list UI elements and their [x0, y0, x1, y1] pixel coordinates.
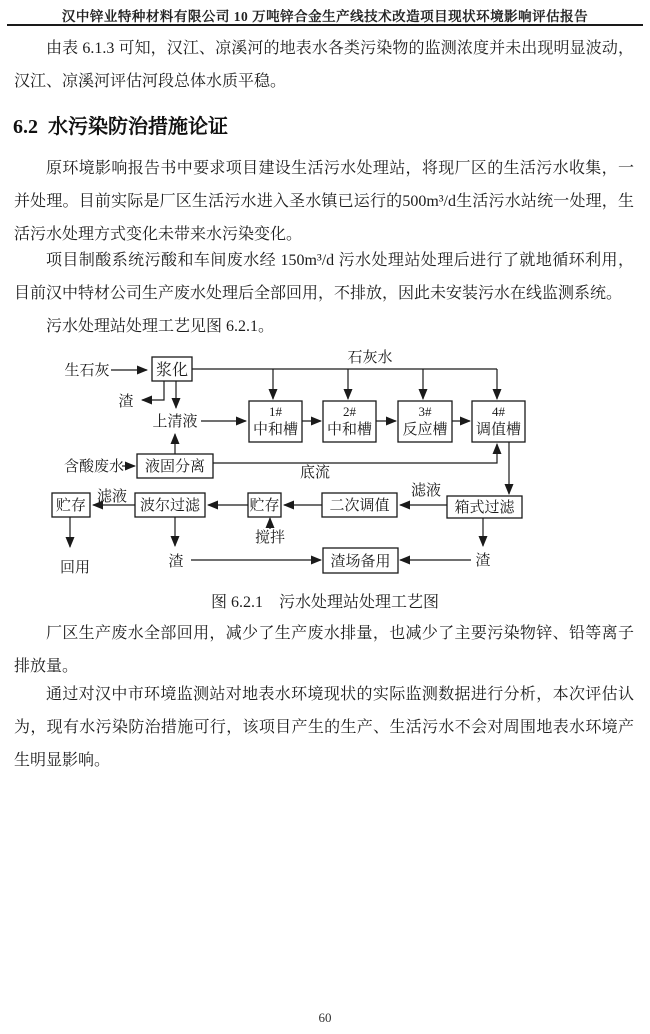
label-acid-wastewater: 含酸废水 — [63, 459, 125, 475]
node-tank1-label: 中和槽 — [252, 422, 299, 438]
node-storage-right-label: 贮存 — [249, 498, 280, 514]
node-tank3-label: 反应槽 — [402, 422, 448, 438]
flowchart-diagram — [0, 345, 650, 590]
paragraph-assessment-conclusion: 通过对汉中市环境监测站对地表水环境现状的实际监测数据进行分析，本次评估认为，现有水污染防治措施可行，该项目产生的生产、生活污水不会对周围地表水环境产生明显影响。 — [14, 686, 634, 769]
section-title: 水污染防治措施论证 — [48, 116, 228, 138]
arrow-underflow-to-tank4 — [213, 444, 497, 463]
node-boer-filter-label: 波尔过滤 — [139, 498, 201, 514]
node-slurry-label: 浆化 — [155, 362, 189, 379]
node-box-filter-label: 箱式过滤 — [454, 500, 515, 516]
node-tank4-number: 4# — [492, 404, 505, 419]
label-supernatant: 上清液 — [152, 414, 198, 430]
label-slag-top: 渣 — [118, 394, 134, 410]
node-tank2-number: 2# — [343, 404, 356, 419]
label-underflow: 底流 — [299, 465, 331, 481]
node-storage-left-label: 贮存 — [55, 498, 87, 514]
figure-caption: 图 6.2.1 污水处理站处理工艺图 — [210, 594, 439, 611]
label-filtrate-left: 滤液 — [96, 489, 128, 505]
paragraph-figure-reference: 污水处理站处理工艺见图 6.2.1。 — [46, 318, 275, 335]
header-rule — [7, 24, 643, 26]
label-stirring: 搅拌 — [254, 530, 286, 546]
label-quicklime: 生石灰 — [64, 363, 110, 379]
page-number: 60 — [318, 1010, 332, 1025]
paragraph-reuse-summary: 厂区生产废水全部回用，减少了生产废水排量，也减少了主要污染物锌、铅等离子排放量。 — [14, 625, 634, 675]
node-slag-yard-label: 渣场备用 — [330, 554, 391, 570]
label-lime-water: 石灰水 — [347, 350, 393, 366]
label-slag-bottom-right: 渣 — [475, 553, 491, 569]
label-slag-bottom-left: 渣 — [168, 554, 184, 570]
paragraph-domestic-sewage: 原环境影响报告书中要求项目建设生活污水处理站，将现厂区的生活污水收集，一并处理。目前实际是厂区生活污水进入圣水镇已运行的500m³/d生活污水站统一处理，生活污水处理方式变化未带来水污染变化。 — [14, 160, 634, 243]
arrow-slurry-to-slag — [142, 381, 164, 400]
node-tank4-label: 调值槽 — [475, 422, 522, 438]
node-tank2-label: 中和槽 — [326, 422, 373, 438]
label-reuse: 回用 — [59, 560, 91, 576]
section-number: 6.2 — [13, 116, 38, 138]
label-filtrate-right: 滤液 — [410, 483, 442, 499]
node-secondary-adjust-label: 二次调值 — [329, 498, 390, 514]
paragraph-acid-wastewater: 项目制酸系统污酸和车间废水经 150m³/d 污水处理站处理后进行了就地循环利用，目前汉中特材公司生产废水处理后全部回用，不排放，因此未安装污水在线监测系统。 — [14, 252, 634, 302]
section-heading — [13, 110, 228, 139]
node-tank3-number: 3# — [418, 404, 432, 419]
node-tank1-number: 1# — [269, 404, 282, 419]
node-separation-label: 液固分离 — [144, 459, 206, 475]
paragraph-water-quality: 由表 6.1.3 可知，汉江、凉溪河的地表水各类污染物的监测浓度并未出现明显波动，汉江、凉溪河评估河段总体水质平稳。 — [14, 40, 634, 90]
page-header-title: 汉中锌业特种材料有限公司 10 万吨锌合金生产线技术改造项目现状环境影响评估报告 — [61, 9, 589, 24]
